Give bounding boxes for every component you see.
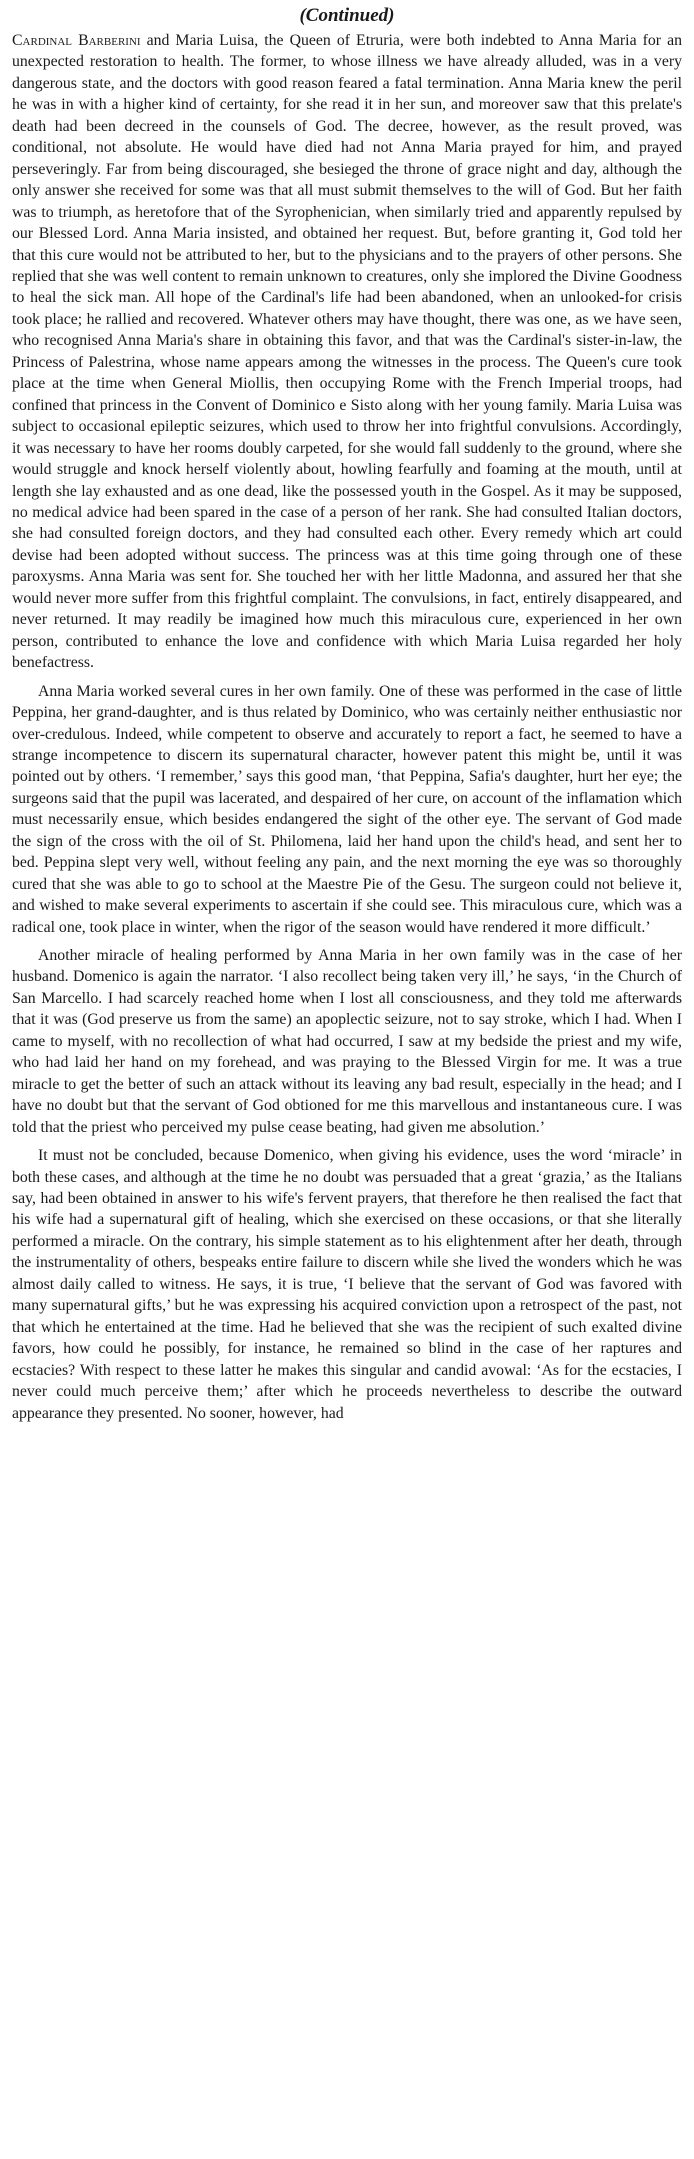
paragraph-cardinal-barberini — [12, 30, 682, 674]
paragraph-body-text: Another miracle of healing performed by Anna Maria in her own family was in the case of her husband. Domenico is again the narrator. ‘I also recollect being taken very ill,’ he says, ‘in the Church of San Marcello. I had scarcely reached home when I lost all consciousness, and they told me afterwards that it was (God preserve us from the same) an apoplectic seizure, not to say stroke, which I had. When I came to myself, with no recollection of what had occurred, I saw at my bedside the priest and my wife, who had laid her hand on my forehead, and was praying to the Blessed Virgin for me. It was a true miracle to get the better of such an attack without its leaving any bad result, especially in the head; and I have no doubt but that the servant of God obtioned for me this marvellous and instantaneous cure. I was told that the priest who perceived my pulse cease beating, had given me absolution.’ — [12, 947, 682, 1136]
paragraph-body-text: and Maria Luisa, the Queen of Etruria, were both indebted to Anna Maria for an unexpected restoration to health. The former, to whose illness we have already alluded, was in a very dangerous state, and the doctors with good reason feared a fatal termination. Anna Maria knew the peril he was in with a higher kind of certainty, for she read it in her sun, and moreover saw that this prelate's death had been decreed in the counsels of God. The decree, however, as the result proved, was conditional, not absolute. He would have died had not Anna Maria prayed for him, and prayed perseveringly. Far from being discouraged, she besieged the throne of grace night and day, although the only answer she received for some was that all must submit themselves to the will of God. But her faith was to triumph, as heretofore that of the Syrophenician, when similarly tried and apparently repulsed by our Blessed Lord. Anna Maria insisted, and obtained her request. But, before granting it, God told her that this cure would not be attributed to her, but to the physicians and to the prayers of other persons. She replied that she was well content to remain unknown to creatures, only she implored the Divine Goodness to heal the sick man. All hope of the Cardinal's life had been abandoned, when an unlooked-for crisis took place; he rallied and recovered. Whatever others may have thought, there was one, as we have seen, who recognised Anna Maria's share in obtaining this favor, and that was the Cardinal's sister-in-law, the Princess of Palestrina, whose name appears among the witnesses in the process. The Queen's cure took place at the time when General Miollis, then occupying Rome with the French Imperial troops, had confined that princess in the Convent of Dominico e Sisto along with her young family. Maria Luisa was subject to occasional epileptic seizures, which used to throw her into frightful convulsions. Accordingly, it was necessary to have her rooms doubly carpeted, for she would fall suddenly to the ground, where she would struggle and knock herself violently about, howling fearfully and foaming at the mouth, until at length she lay exhausted and as one dead, like the possessed youth in the Gospel. As it may be supposed, no medical advice had been spared in the case of a person of her rank. She had consulted Italian doctors, she had consulted foreign doctors, and they had consulted each other. Every remedy which art could devise had been adopted without success. The princess was at this time going through one of these paroxysms. Anna Maria was sent for. She touched her with her little Madonna, and assured her that she would never more suffer from this frightful complaint. The convulsions, in fact, entirely disappeared, and never returned. It may readily be imagined how much this miraculous cure, experienced in her own person, contributed to enhance the love and confidence with which Maria Luisa regarded her holy benefactress. — [12, 32, 682, 672]
continued-header: (Continued) — [299, 5, 395, 26]
paragraph-lead-text: Cardinal Barberini — [12, 32, 141, 49]
paragraph-body-text: Anna Maria worked several cures in her own family. One of these was performed in the case of little Peppina, her grand-daughter, and is thus related by Dominico, who was certainly neither enthusiastic nor over-credulous. Indeed, while competent to observe and accurately to report a fact, he seemed to have a strange incompetence to discern its supernatural character, however patent this might be, until it was pointed out by others. ‘I remember,’ says this good man, ‘that Peppina, Safia's daughter, hurt her eye; the surgeons said that the pupil was lacerated, and despaired of her cure, on account of the inflamation which must necessarily ensue, which besides endangered the sight of the other eye. The servant of God made the sign of the cross with the oil of St. Philomena, laid her hand upon the child's head, and sent her to bed. Peppina slept very well, without feeling any pain, and the next morning the eye was so thoroughly cured that she was able to go to school at the Maestre Pie of the Gesu. The surgeon could not believe it, and wished to make several experiments to ascertain if she could see. This miraculous cure, which was a radical one, took place in winter, when the rigor of the season would have rendered it more difficult.’ — [12, 682, 682, 936]
paragraph-divider — [12, 677, 682, 678]
paragraph-body-text: It must not be concluded, because Domenico, when giving his evidence, uses the word ‘miracle’ in both these cases, and although at the time he no doubt was persuaded that a great ‘grazia,’ as the Italians say, had been obtained in answer to his wife's fervent prayers, that therefore he then realised the fact that his wife had a supernatural gift of healing, which she exercised on these occasions, or that she literally performed a miracle. On the contrary, his simple statement as to his elightenment after her death, through the instrumentality of others, bespeaks entire failure to discern while she lived the wonders which he was almost daily called to witness. He says, it is true, ‘I believe that the servant of God was favored with many supernatural gifts,’ but he was expressing his acquired conviction upon a retrospect of the past, not that which he entertained at the time. Had he believed that she was the recipient of such exalted divine favors, how could he possibly, for instance, he remained so blind in the case of her raptures and ecstacies? With respect to these latter he makes this singular and candid avowal: ‘As for the ecstacies, I never could much perceive them;’ after which he proceeds nevertheless to describe the outward appearance they presented. No sooner, however, had — [12, 1147, 682, 1422]
paragraph-divider — [12, 941, 682, 942]
paragraph-husband-cure — [12, 945, 682, 1138]
paragraph-domenico-evidence — [12, 1145, 682, 1424]
paragraph-divider — [12, 1141, 682, 1142]
paragraph-peppina-cure — [12, 681, 682, 938]
